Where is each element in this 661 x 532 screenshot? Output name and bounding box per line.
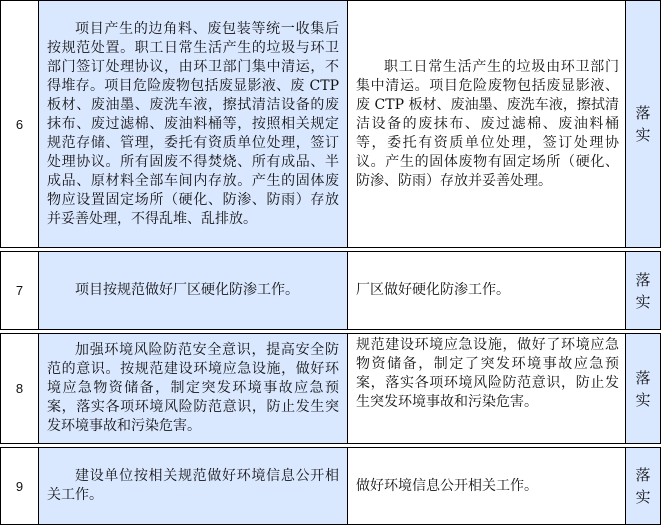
row-number: 7	[0, 252, 39, 330]
table-row	[0, 0, 661, 248]
status-text-bottom: 实	[635, 292, 651, 311]
row-number: 8	[0, 334, 39, 444]
status-text-top: 落	[635, 466, 651, 484]
implementation-cell: 做好环境信息公开相关工作。	[348, 448, 626, 525]
status-cell	[626, 334, 661, 444]
status-cell	[626, 252, 661, 330]
requirement-cell: 项目产生的边角料、废包装等统一收集后按规范处置。职工日常生活产生的垃圾与环卫部门签订处理协议，由环卫部门集中清运，不得堆存。项目危险废物包括废显影液、废 CTP 板材、废油墨、废洗车液，擦拭清洁设备的废抹布、废过滤棉、废油料桶等，按照相关规定规范存储、管理，委托有资质单位处理，签订处理协议。所有固废不得焚烧、所有成品、半成品、原材料全部车间内存放。产生的固体废物应设置固定场所（硬化、防渗、防雨）存放并妥善处理，不得乱堆、乱排放。	[39, 0, 348, 248]
status-text-bottom: 实	[635, 488, 651, 506]
requirement-cell: 建设单位按相关规范做好环境信息公开相关工作。	[39, 448, 348, 525]
implementation-cell: 厂区做好硬化防渗工作。	[348, 252, 626, 330]
status-text-bottom: 实	[635, 390, 651, 409]
implementation-cell: 职工日常生活产生的垃圾由环卫部门集中清运。项目危险废物包括废显影液、废 CTP 板材、废油墨、废洗车液，擦拭清洁设备的废抹布、废过滤棉、废油料桶等，委托有资质单位处理，签订处理协议。产生的固体废物有固定场所（硬化、防渗、防雨）存放并妥善处理。	[348, 0, 626, 248]
implementation-cell: 规范建设环境应急设施，做好了环境应急物资储备，制定了突发环境事故应急预案，落实各项环境风险防范意识，防止发生突发环境事故和污染危害。	[348, 334, 626, 444]
status-cell	[626, 448, 661, 525]
table-row	[0, 252, 661, 330]
requirement-cell: 项目按规范做好厂区硬化防渗工作。	[39, 252, 348, 330]
requirement-cell: 加强环境风险防范安全意识，提高安全防范的意识。按规范建设环境应急设施，做好环境应急物资储备，制定突发环境事故应急预案，落实各项环境风险防范意识，防止发生突发环境事故和污染危害。	[39, 334, 348, 444]
status-text-top: 落	[635, 270, 651, 289]
status-text-top: 落	[635, 104, 651, 122]
status-cell	[626, 0, 661, 248]
status-text-bottom: 实	[635, 126, 651, 144]
table-row	[0, 448, 661, 525]
row-number: 6	[0, 0, 39, 248]
table-row	[0, 334, 661, 444]
row-number: 9	[0, 448, 39, 525]
status-text-top: 落	[635, 368, 651, 387]
